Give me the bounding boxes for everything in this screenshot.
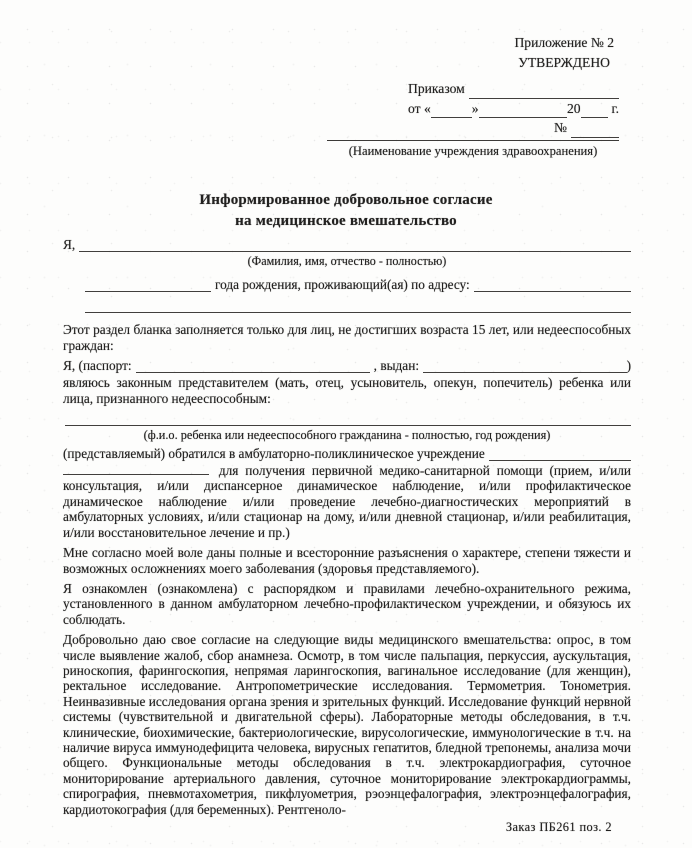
i-pronoun-label: Я, [63,237,76,252]
order-number-blank [469,84,619,99]
passport-paren-close: ) [626,358,631,374]
representative-paragraph: являюсь законным представителем (мать, отец, усыновитель, опекун, попечитель) ребенка или лица, признанного недееспособным: [63,375,631,406]
care-paragraph [63,463,631,540]
number-label: № [554,120,567,135]
passport-issued-label: , выдан: [373,358,420,374]
title-line-2: на медицинское вмешательство [235,212,457,229]
address-continued-blank-line [85,298,631,313]
address-blank [474,277,631,292]
document-number-blank [571,123,619,138]
date-century-label: 20 [566,100,581,116]
passport-issued-by-blank [423,358,627,373]
annex-label: Приложение № 2 [514,35,614,50]
applied-text: (представляемый) обратился в амбулаторно-поликлиническое учреждение [63,445,485,461]
applied-institution-row [63,446,631,461]
print-order-label: Заказ ПБ261 поз. 2 [505,820,612,834]
date-from-label: от « [408,100,431,116]
declarant-name-blank [79,237,631,252]
passport-number-blank [136,358,370,373]
order-label: Приказом [408,81,465,96]
care-paragraph-text: для получения первичной медико-санитарной помощи (прием, и/или консультация, и/или диспансерное динамическое наблюдение, и/или профилактическое динамическое наблюдение и/или проведение лечебно-диагностических мероприятий в амбулаторных условиях, и/или стационар на дому, и/или дневной стационар, и/или реабилитация, и/или восстановительное лечение и пр.) [63,463,631,540]
approval-header-block [408,33,619,138]
explanations-paragraph: Мне согласно моей воле даны полные и всесторонние разъяснения о характере, степени тяжести и возможных осложнениях моего заболевания (здоровья представляемого). [63,545,631,576]
order-row [408,79,619,99]
document-title [0,190,692,231]
date-quote-close: » [471,100,479,116]
approved-label: УТВЕРЖДЕНО [518,54,610,70]
title-line-1: Информированное добровольное согласие [199,192,493,208]
institution-name-blank-line [327,140,619,141]
institution-block [327,140,619,159]
consent-types-paragraph: Добровольно даю свое согласие на следующие виды медицинского вмешательства: опрос, в том числе выявление жалоб, сбор анамнеза. Осмотр, в том числе пальпация, перкуссия, аускультация, риноскопия, фарингоскопия, непрямая ларингоскопия, вагинальное исследование (для женщин), ректальное исследование. Антропометрические исследования. Термометрия. Тонометрия. Неинвазивные исследования органа зрения и зрительных функций. Исследование функций нервной системы (чувствительной и двигательной сферы). Лабораторные методы обследования, в т.ч. клинические, биохимические, бактериологические, вирусологические, иммунологические в т.ч. на наличие вируса иммунодефицита человека, вирусных гепатитов, бледной трепонемы, анализа мочи общего. Функциональные методы обследования в т.ч. электрокардиография, суточное мониторирование артериального давления, суточное мониторирование электрокардиограммы, спирография, пневмотахометрия, пикфлуометрия, рэоэнцефалография, электроэнцефалография, кардиотокография (для беременных). Рентгеноло- [63,632,631,817]
form-body [63,237,631,817]
date-month-blank [479,103,567,118]
fio-caption: (Фамилия, имя, отчество - полностью) [247,254,447,269]
regime-paragraph: Я ознакомлен (ознакомлена) с распорядком и правилами лечебно-охранительного режима, установленного в данном амбулаторном лечебно-профилактическом учреждении, и обязуюсь их соблюдать. [63,580,631,627]
birth-year-blank [85,277,211,292]
order-date-row [408,99,619,119]
date-year-suffix: г. [611,100,619,116]
applied-institution-blank [489,446,631,461]
institution-caption: (Наименование учреждения здравоохранения) [348,144,598,158]
birth-address-text: года рождения, проживающий(ая) по адресу: [215,276,470,292]
declarant-name-row [63,237,631,252]
document-number-row [554,118,619,138]
date-day-blank [431,103,472,118]
institution-continued-blank [63,463,209,475]
date-year-blank [581,103,608,118]
birth-address-row [63,277,631,292]
minors-note-paragraph: Этот раздел бланка заполняется только для лиц, не достигших возраста 15 лет, или недееспособных граждан: [63,322,631,353]
child-fio-caption: (ф.и.о. ребенка или недееспособного гражданина - полностью, год рождения) [143,428,551,443]
child-name-blank-line [65,411,631,426]
passport-row [63,358,631,373]
passport-label: Я, (паспорт: [63,358,132,374]
